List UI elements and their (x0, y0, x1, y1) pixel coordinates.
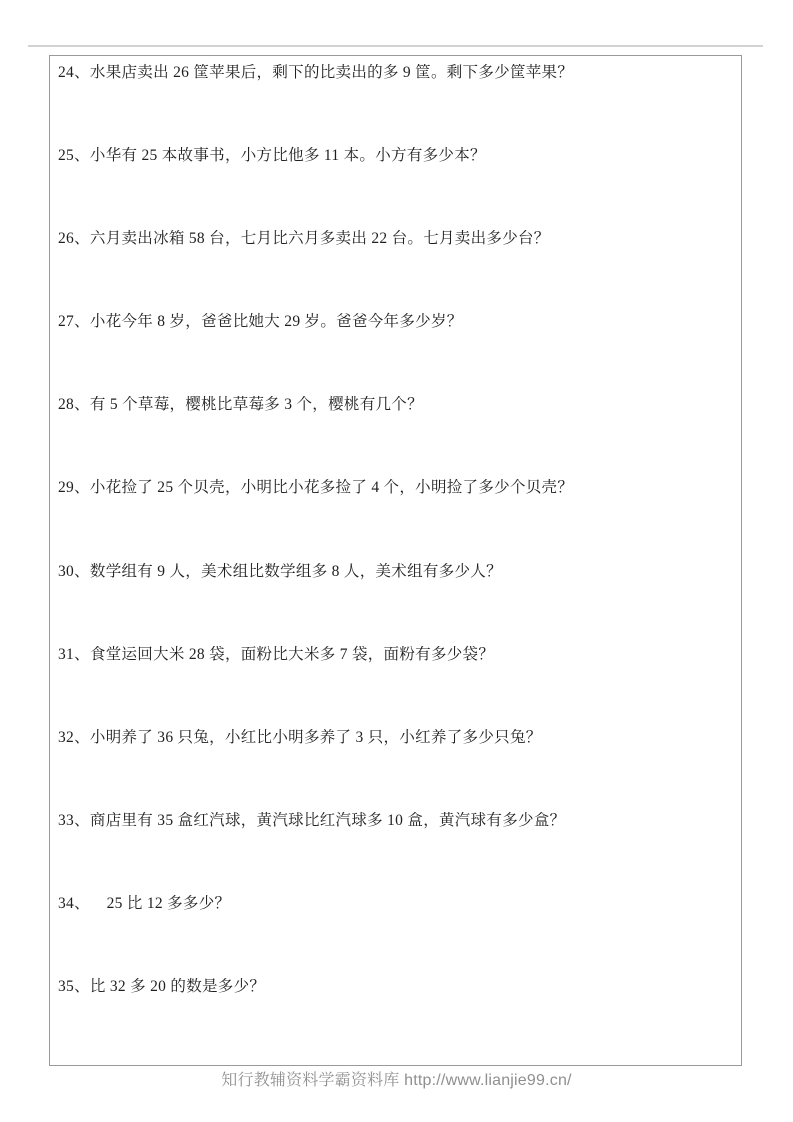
page-divider-line (28, 45, 763, 47)
footer-watermark: 知行教辅资料学霸资料库 http://www.lianjie99.cn/ (221, 1072, 572, 1089)
question-item-26: 26、六月卖出冰箱 58 台，七月比六月多卖出 22 台。七月卖出多少台？ (58, 230, 550, 248)
question-item-28: 28、有 5 个草莓，樱桃比草莓多 3 个，樱桃有几个？ (58, 396, 423, 414)
question-item-25: 25、小华有 25 本故事书，小方比他多 11 本。小方有多少本？ (58, 147, 486, 165)
question-item-24: 24、水果店卖出 26 筐苹果后，剩下的比卖出的多 9 筐。剩下多少筐苹果？ (58, 64, 574, 81)
question-item-34: 34、 25 比 12 多多少？ (58, 894, 231, 912)
question-item-35: 35、比 32 多 20 的数是多少？ (58, 978, 266, 996)
question-item-30: 30、数学组有 9 人，美术组比数学组多 8 人，美术组有多少人？ (58, 562, 502, 580)
question-item-33: 33、商店里有 35 盒红汽球，黄汽球比红汽球多 10 盒，黄汽球有多少盒？ (58, 811, 566, 829)
question-item-32: 32、小明养了 36 只兔，小红比小明多养了 3 只，小红养了多少只兔？ (58, 728, 542, 746)
worksheet-border-box (49, 55, 742, 1066)
question-item-31: 31、食堂运回大米 28 袋，面粉比大米多 7 袋，面粉有多少袋？ (58, 645, 495, 663)
question-item-27: 27、小花今年 8 岁，爸爸比她大 29 岁。爸爸今年多少岁？ (58, 313, 463, 331)
question-item-29: 29、小花捡了 25 个贝壳，小明比小花多捡了 4 个，小明捡了多少个贝壳？ (58, 479, 574, 497)
